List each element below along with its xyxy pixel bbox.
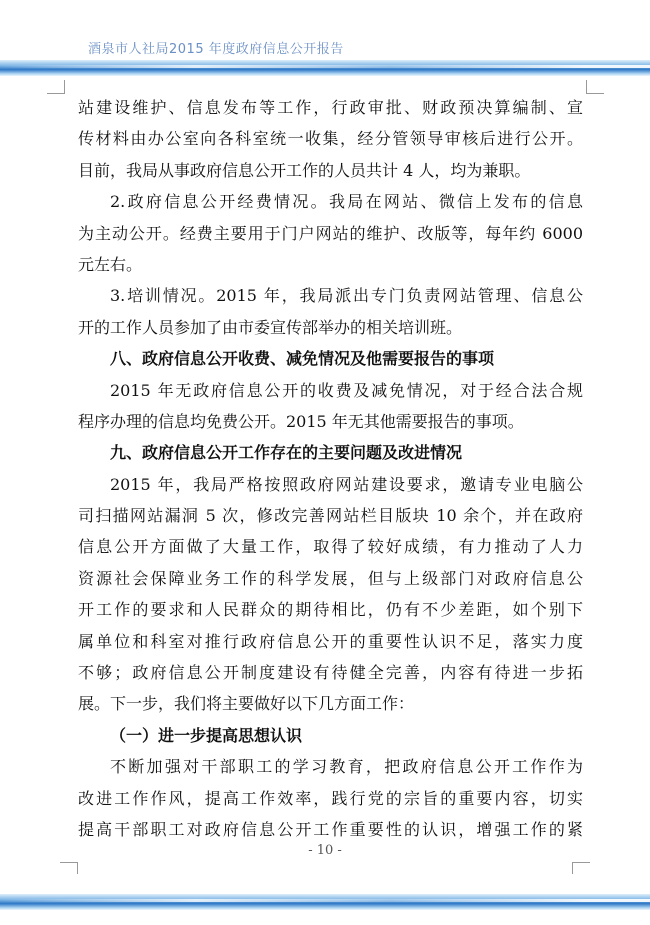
body-line: 目前，我局从事政府信息公开工作的人员共计 4 人，均为兼职。 — [78, 160, 531, 180]
body-line: 为主动公开。经费主要用于门户网站的维护、改版等，每年约 6000 — [78, 223, 583, 243]
body-line: 开工作的要求和人民群众的期待相比，仍有不少差距，如个别下 — [78, 600, 583, 620]
section-heading-8: 八、政府信息公开收费、减免情况及他需要报告的事项 — [110, 349, 495, 369]
header-title: 酒泉市人社局2015 年度政府信息公开报告 — [88, 42, 344, 57]
body-line: 开的工作人员参加了由市委宣传部举办的相关培训班。 — [78, 317, 463, 337]
body-line: 程序办理的信息均免费公开。2015 年无其他需要报告的事项。 — [78, 411, 524, 431]
footer-band — [0, 894, 650, 910]
body-line: 信息公开方面做了大量工作，取得了较好成绩，有力推动了人力 — [78, 537, 583, 557]
body-line: 资源社会保障业务工作的科学发展，但与上级部门对政府信息公 — [78, 568, 583, 588]
body-line: 属单位和科室对推行政府信息公开的重要性认识不足，落实力度 — [78, 631, 583, 651]
body-line: 站建设维护、信息发布等工作，行政审批、财政预决算编制、宣 — [78, 98, 583, 117]
corner-mark-top-left — [64, 80, 79, 94]
body-line: 2015 年，我局严格按照政府网站建设要求，邀请专业电脑公 — [110, 474, 583, 494]
body-line: 改进工作作风，提高工作效率，践行党的宗旨的重要内容，切实 — [78, 788, 583, 808]
section-heading-9: 九、政府信息公开工作存在的主要问题及改进情况 — [110, 443, 463, 463]
body-line: 不断加强对干部职工的学习教育，把政府信息公开工作作为 — [110, 757, 583, 777]
body-line: 2015 年无政府信息公开的收费及减免情况，对于经合法合规 — [110, 380, 583, 400]
body-line: 2.政府信息公开经费情况。我局在网站、微信上发布的信息 — [110, 192, 583, 212]
subsection-heading-1: （一）进一步提高思想认识 — [110, 725, 303, 745]
document-body — [78, 92, 583, 845]
body-line: 不够；政府信息公开制度建设有待健全完善，内容有待进一步拓 — [78, 663, 583, 683]
header-band — [0, 60, 650, 76]
body-line: 传材料由办公室向各科室统一收集，经分管领导审核后进行公开。 — [78, 129, 583, 149]
body-line: 提高干部职工对政府信息公开工作重要性的认识，增强工作的紧 — [78, 819, 583, 839]
body-line: 展。下一步，我们将主要做好以下几方面工作： — [78, 694, 415, 714]
body-line: 司扫描网站漏洞 5 次，修改完善网站栏目版块 10 余个，并在政府 — [78, 506, 583, 526]
body-line: 3.培训情况。2015 年，我局派出专门负责网站管理、信息公 — [110, 286, 583, 306]
page-number: - 10 - — [308, 843, 342, 858]
body-line: 元左右。 — [78, 254, 143, 274]
